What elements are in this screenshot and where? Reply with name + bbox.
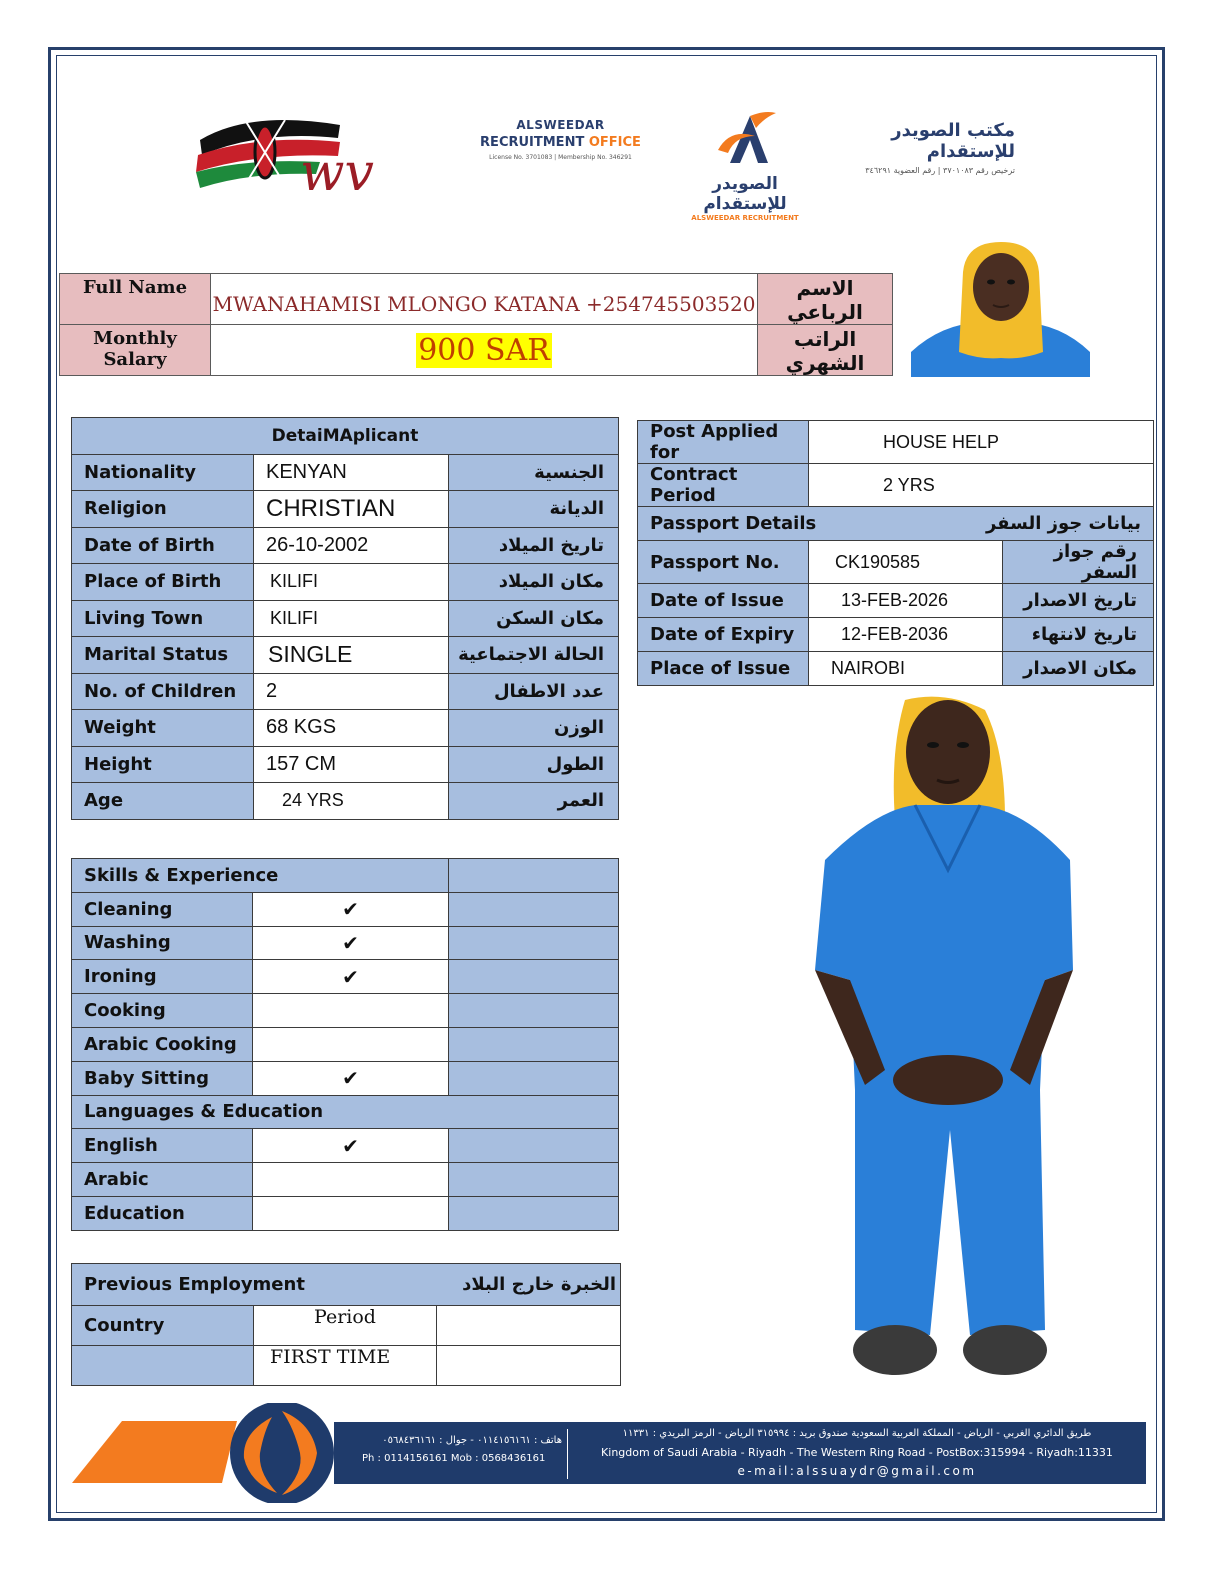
kenya-flag-logo xyxy=(190,100,410,210)
skill-label: Arabic Cooking xyxy=(72,1027,253,1061)
detail-arabic: الحالة الاجتماعية xyxy=(449,637,619,674)
passport-arabic: تاريخ لانتهاء xyxy=(1003,618,1154,652)
check-icon: ✔ xyxy=(253,892,449,926)
alsweedar-logo-line1: ALSWEEDAR xyxy=(516,118,605,132)
footer-contact xyxy=(362,1432,562,1468)
footer-address xyxy=(577,1424,1137,1481)
country-label: Country xyxy=(72,1306,254,1346)
office-logo xyxy=(825,120,1015,175)
detail-value: 2 xyxy=(254,673,449,710)
detail-arabic: الديانة xyxy=(449,491,619,528)
previous-header xyxy=(72,1264,621,1306)
passport-value: CK190585 xyxy=(809,541,1003,584)
passport-label: Passport No. xyxy=(638,541,809,584)
language-row xyxy=(72,1196,619,1230)
skill-empty xyxy=(449,1061,619,1095)
detail-value: 24 YRS xyxy=(254,783,449,820)
detail-label: Height xyxy=(72,746,254,783)
passport-section-label: Passport Details xyxy=(650,513,817,534)
detail-value: KENYAN xyxy=(254,454,449,491)
passport-arabic: رقم جواز السفر xyxy=(1003,541,1154,584)
detail-arabic: عدد الاطفال xyxy=(449,673,619,710)
salary-label: Monthly Salary xyxy=(60,325,211,376)
salary-row xyxy=(60,325,893,376)
detail-row xyxy=(72,783,619,820)
detail-value: 68 KGS xyxy=(254,710,449,747)
language-empty xyxy=(449,1196,619,1230)
footer-separator xyxy=(567,1429,568,1479)
footer-email: e-mail:alssuaydr@gmail.com xyxy=(737,1464,977,1478)
applicant-details-table xyxy=(71,417,619,820)
detail-label: Date of Birth xyxy=(72,527,254,564)
previous-header-row xyxy=(72,1264,621,1306)
footer-address-english: Kingdom of Saudi Arabia - Riyadh - The Western Ring Road - PostBox:315994 - Riyadh:11331 xyxy=(601,1446,1113,1459)
detail-row xyxy=(72,491,619,528)
detail-value: KILIFI xyxy=(254,600,449,637)
detail-value: KILIFI xyxy=(254,564,449,601)
passport-arabic: تاريخ الاصدار xyxy=(1003,584,1154,618)
skill-mark xyxy=(253,1027,449,1061)
passport-row xyxy=(638,584,1154,618)
a-emblem-icon xyxy=(710,108,780,168)
full-name-row xyxy=(60,274,893,325)
skill-row xyxy=(72,892,619,926)
footer-emblem-icon xyxy=(72,1403,342,1503)
contract-value: 2 YRS xyxy=(809,464,1154,507)
passport-row xyxy=(638,652,1154,686)
skill-empty xyxy=(449,960,619,994)
salary-value-cell xyxy=(211,325,758,376)
alsweedar-logo-recruitment: RECRUITMENT xyxy=(480,135,585,150)
detail-row xyxy=(72,454,619,491)
detail-arabic: الطول xyxy=(449,746,619,783)
passport-table xyxy=(637,420,1154,686)
language-label: English xyxy=(72,1129,253,1163)
language-empty xyxy=(449,1129,619,1163)
detail-label: No. of Children xyxy=(72,673,254,710)
check-icon: ✔ xyxy=(253,1129,449,1163)
salary-value: 900 SAR xyxy=(418,332,550,368)
detail-value: SINGLE xyxy=(254,637,449,674)
detail-label: Religion xyxy=(72,491,254,528)
skill-row xyxy=(72,926,619,960)
language-label: Arabic xyxy=(72,1163,253,1197)
post-value: HOUSE HELP xyxy=(809,421,1154,464)
details-header-row xyxy=(72,418,619,455)
alsweedar-logo-line2 xyxy=(478,135,643,150)
office-logo-sub: ترخيص رقم ٣٧٠١٠٨٣ | رقم العضوية ٣٤٦٢٩١ xyxy=(865,166,1015,175)
office-logo-arabic: مكتب الصويدر للإستقدام xyxy=(891,120,1015,162)
detail-label: Marital Status xyxy=(72,637,254,674)
contract-label: Contract Period xyxy=(638,464,809,507)
detail-label: Living Town xyxy=(72,600,254,637)
passport-section-header xyxy=(638,507,1154,541)
detail-row xyxy=(72,600,619,637)
language-mark xyxy=(253,1163,449,1197)
full-name-label: Full Name xyxy=(60,274,211,325)
language-empty xyxy=(449,1163,619,1197)
applicant-full-body-photo xyxy=(755,690,1085,1395)
skill-label: Baby Sitting xyxy=(72,1061,253,1095)
a-logo-english: ALSWEEDAR RECRUITMENT xyxy=(691,214,799,222)
skill-row xyxy=(72,1027,619,1061)
languages-header-row xyxy=(72,1095,619,1129)
detail-arabic: الوزن xyxy=(449,710,619,747)
previous-country-row xyxy=(72,1306,621,1346)
previous-entry-empty xyxy=(437,1346,621,1386)
previous-entry-row xyxy=(72,1346,621,1386)
passport-label: Date of Expiry xyxy=(638,618,809,652)
skill-label: Cooking xyxy=(72,994,253,1028)
detail-label: Nationality xyxy=(72,454,254,491)
detail-row xyxy=(72,673,619,710)
previous-entry-label xyxy=(72,1346,254,1386)
passport-value: NAIROBI xyxy=(809,652,1003,686)
detail-row xyxy=(72,710,619,747)
language-label: Education xyxy=(72,1196,253,1230)
post-label: Post Applied for xyxy=(638,421,809,464)
alsweedar-logo xyxy=(478,118,643,178)
passport-section-row xyxy=(638,507,1154,541)
applicant-portrait-photo xyxy=(911,242,1090,377)
detail-arabic: مكان الميلاد xyxy=(449,564,619,601)
footer xyxy=(72,1403,1146,1503)
alsweedar-logo-license: License No. 3701083 | Membership No. 346291 xyxy=(489,154,632,161)
salary-arabic: الراتب الشهري xyxy=(758,325,893,376)
detail-row xyxy=(72,746,619,783)
language-row xyxy=(72,1163,619,1197)
detail-row xyxy=(72,564,619,601)
full-name-arabic: الاسم الرباعي xyxy=(758,274,893,325)
passport-label: Date of Issue xyxy=(638,584,809,618)
a-emblem-logo xyxy=(680,108,810,222)
skill-mark xyxy=(253,994,449,1028)
passport-row xyxy=(638,618,1154,652)
previous-employment-table xyxy=(71,1263,621,1386)
passport-arabic: مكان الاصدار xyxy=(1003,652,1154,686)
previous-header-label: Previous Employment xyxy=(84,1274,305,1295)
period-label: Period xyxy=(254,1306,437,1346)
languages-header: Languages & Education xyxy=(72,1095,619,1129)
passport-value: 13-FEB-2026 xyxy=(809,584,1003,618)
detail-value: 157 CM xyxy=(254,746,449,783)
skill-empty xyxy=(449,994,619,1028)
footer-phone-english: Ph : 0114156161 Mob : 0568436161 xyxy=(362,1453,546,1464)
previous-empty xyxy=(437,1306,621,1346)
skill-row xyxy=(72,994,619,1028)
footer-address-arabic: طريق الدائري الغربي - الرياض - المملكة العربية السعودية صندوق بريد : ٣١٥٩٩٤ الرياض - الرمز البريدي : ١١٣٣١ xyxy=(622,1428,1092,1439)
contract-row xyxy=(638,464,1154,507)
name-salary-table xyxy=(59,273,893,376)
full-name-value: MWANAHAMISI MLONGO KATANA +254745503520 xyxy=(211,274,758,325)
passport-label: Place of Issue xyxy=(638,652,809,686)
footer-phone-arabic: هاتف : ٠١١٤١٥٦١٦١ - جوال : ٠٥٦٨٤٣٦١٦١ xyxy=(382,1435,562,1446)
language-row xyxy=(72,1129,619,1163)
check-icon: ✔ xyxy=(253,960,449,994)
skills-header: Skills & Experience xyxy=(72,859,449,893)
passport-value: 12-FEB-2036 xyxy=(809,618,1003,652)
language-mark xyxy=(253,1196,449,1230)
skill-label: Ironing xyxy=(72,960,253,994)
alsweedar-logo-office: OFFICE xyxy=(588,135,641,150)
detail-arabic: الجنسية xyxy=(449,454,619,491)
detail-arabic: مكان السكن xyxy=(449,600,619,637)
detail-label: Weight xyxy=(72,710,254,747)
detail-arabic: العمر xyxy=(449,783,619,820)
skills-table xyxy=(71,858,619,1231)
skills-header-row xyxy=(72,859,619,893)
detail-value: CHRISTIAN xyxy=(254,491,449,528)
skill-empty xyxy=(449,1027,619,1061)
detail-label: Age xyxy=(72,783,254,820)
passport-row xyxy=(638,541,1154,584)
detail-row xyxy=(72,637,619,674)
previous-header-arabic: الخبرة خارج البلاد xyxy=(462,1274,616,1295)
detail-value: 26-10-2002 xyxy=(254,527,449,564)
check-icon: ✔ xyxy=(253,1061,449,1095)
details-header: DetaiMAplicant xyxy=(72,418,619,455)
skill-empty xyxy=(449,926,619,960)
flag-logo-text: wv xyxy=(300,143,374,203)
post-row xyxy=(638,421,1154,464)
skills-header-empty xyxy=(449,859,619,893)
skill-row xyxy=(72,1061,619,1095)
detail-arabic: تاريخ الميلاد xyxy=(449,527,619,564)
skill-label: Washing xyxy=(72,926,253,960)
passport-section-arabic: بيانات جوز السفر xyxy=(985,513,1141,534)
detail-row xyxy=(72,527,619,564)
a-logo-arabic: الصويدر للإستقدام xyxy=(703,174,787,214)
detail-label: Place of Birth xyxy=(72,564,254,601)
check-icon: ✔ xyxy=(253,926,449,960)
skill-row xyxy=(72,960,619,994)
skill-empty xyxy=(449,892,619,926)
skill-label: Cleaning xyxy=(72,892,253,926)
first-time-value: FIRST TIME xyxy=(254,1346,437,1386)
